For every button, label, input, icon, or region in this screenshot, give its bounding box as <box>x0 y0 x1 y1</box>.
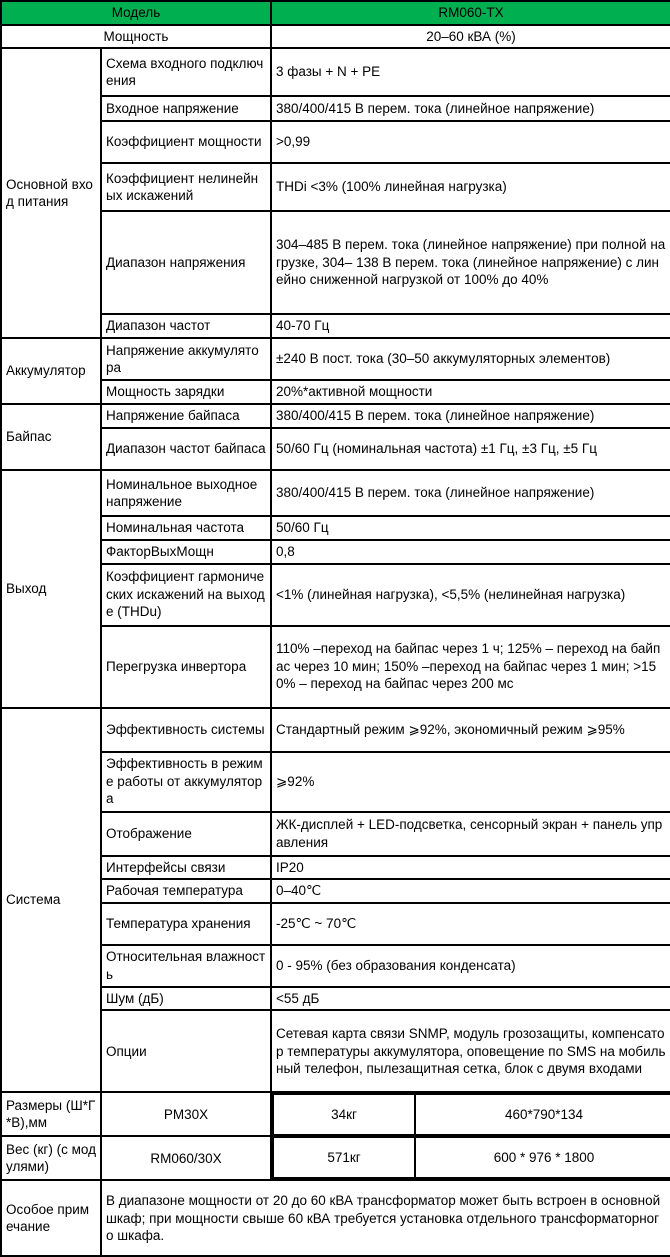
parameter-value: 0 - 95% (без образования конденсата) <box>271 945 670 987</box>
category-bypass: Байпас <box>1 404 101 470</box>
table-row <box>1 903 670 945</box>
parameter-label: Эффективность системы <box>101 708 271 752</box>
table-row <box>1 338 670 380</box>
table-row <box>1 879 670 903</box>
parameter-value: Сетевая карта связи SNMP, модуль грозозащиты, компенсатор температуры аккумулятора, оповещение по SMS на мобильный телефон, пылезащитная сетка, блок с двумя входами <box>271 1010 670 1092</box>
table-row <box>1 564 670 626</box>
parameter-label: Схема входного подключения <box>101 48 271 96</box>
category-system: Система <box>1 708 101 1093</box>
table-row <box>1 96 670 121</box>
table-row <box>1 708 670 752</box>
parameter-value: THDi <3% (100% линейная нагрузка) <box>271 163 670 211</box>
parameter-value: 40-70 Гц <box>271 314 670 338</box>
parameter-label: Диапазон напряжения <box>101 211 271 314</box>
table-row <box>1 380 670 404</box>
parameter-value: 380/400/415 В перем. тока (линейное напряжение) <box>271 404 670 428</box>
parameter-label: Перегрузка инвертора <box>101 626 271 708</box>
parameter-label: Рабочая температура <box>101 879 271 903</box>
header-model-label: Модель <box>1 1 271 25</box>
table-row <box>1 856 670 880</box>
table-row <box>1 987 670 1011</box>
parameter-value: 304–485 В перем. тока (линейное напряжение) при полной нагрузке, 304– 138 В перем. тока (линейное напряжение) с линейно сниженной нагрузкой от 100% до 40% <box>271 211 670 314</box>
parameter-value: 0–40℃ <box>271 879 670 903</box>
dimensions-model: PM30X <box>101 1092 271 1136</box>
weight-value: 571кг <box>273 1137 415 1178</box>
parameter-label: Номинальное выходное напряжение <box>101 470 271 516</box>
table-row-note <box>1 1180 670 1256</box>
header-model-value: RM060-TX <box>271 1 670 25</box>
table-row <box>1 48 670 96</box>
parameter-value: <1% (линейная нагрузка), <5,5% (нелинейная нагрузка) <box>271 564 670 626</box>
parameter-value: -25℃ ~ 70℃ <box>271 903 670 945</box>
parameter-value: 110% –переход на байпас через 1 ч; 125% – переход на байпас через 10 мин; 150% –переход на байпас через 1 мин; >150% – переход на байпас через 200 мс <box>271 626 670 708</box>
table-row <box>1 945 670 987</box>
table-row <box>1 812 670 856</box>
parameter-value: 0,8 <box>271 540 670 564</box>
parameter-label: Коэффициент гармонических искажений на выходе (THDu) <box>101 564 271 626</box>
note-text: В диапазоне мощности от 20 до 60 кВА трансформатор может быть встроен в основной шкаф; при мощности свыше 60 кВА требуется установка отдельного трансформаторного шкафа. <box>101 1180 670 1256</box>
table-row <box>1 626 670 708</box>
parameter-value: 50/60 Гц (номинальная частота) ±1 Гц, ±3 Гц, ±5 Гц <box>271 428 670 470</box>
parameter-value: 380/400/415 В перем. тока (линейное напряжение) <box>271 470 670 516</box>
table-row-weight <box>1 1136 670 1180</box>
parameter-label: Температура хранения <box>101 903 271 945</box>
table-row-model <box>1 1 670 25</box>
parameter-label: Мощность зарядки <box>101 380 271 404</box>
parameter-label: Входное напряжение <box>101 96 271 121</box>
parameter-label: Напряжение аккумулятора <box>101 338 271 380</box>
parameter-value: 3 фазы + N + PE <box>271 48 670 96</box>
table-row <box>1 428 670 470</box>
dimensions-label: Размеры (Ш*Г*В),мм <box>1 1092 101 1136</box>
parameter-label: Диапазон частот <box>101 314 271 338</box>
parameter-value: ±240 В пост. тока (30–50 аккумуляторных элементов) <box>271 338 670 380</box>
parameter-value: IP20 <box>271 856 670 880</box>
header-power-label: Мощность <box>1 25 271 49</box>
parameter-value: 20%*активной мощности <box>271 380 670 404</box>
table-row <box>1 314 670 338</box>
category-main-input: Основной вход питания <box>1 48 101 338</box>
parameter-value: 380/400/415 В перем. тока (линейное напряжение) <box>271 96 670 121</box>
parameter-label: Эффективность в режиме работы от аккумулятора <box>101 752 271 812</box>
table-row <box>1 1010 670 1092</box>
table-row <box>1 121 670 163</box>
weight-size: 600 * 976 * 1800 <box>415 1137 670 1178</box>
parameter-label: Шум (дБ) <box>101 987 271 1011</box>
category-battery: Аккумулятор <box>1 338 101 404</box>
table-row <box>1 752 670 812</box>
dimensions-weight: 34кг <box>273 1094 415 1135</box>
table-row <box>1 516 670 540</box>
parameter-value: >0,99 <box>271 121 670 163</box>
parameter-value: ⩾92% <box>271 752 670 812</box>
table-row-dimensions <box>1 1092 670 1136</box>
parameter-value: Стандартный режим ⩾92%, экономичный режим ⩾95% <box>271 708 670 752</box>
parameter-label: Опции <box>101 1010 271 1092</box>
parameter-label: Напряжение байпаса <box>101 404 271 428</box>
table-row <box>1 211 670 314</box>
table-row <box>1 163 670 211</box>
table-row <box>1 404 670 428</box>
table-row-power <box>1 25 670 49</box>
dimensions-size: 460*790*134 <box>415 1094 670 1135</box>
parameter-label: Интерфейсы связи <box>101 856 271 880</box>
parameter-value: 50/60 Гц <box>271 516 670 540</box>
parameter-value: ЖК-дисплей + LED-подсветка, сенсорный экран + панель управления <box>271 812 670 856</box>
parameter-label: Коэффициент мощности <box>101 121 271 163</box>
parameter-label: Относительная влажность <box>101 945 271 987</box>
weight-model: RM060/30X <box>101 1136 271 1180</box>
parameter-value: <55 дБ <box>271 987 670 1011</box>
parameter-label: Отображение <box>101 812 271 856</box>
parameter-label: Коэффициент нелинейных искажений <box>101 163 271 211</box>
parameter-label: ФакторВыхМощн <box>101 540 271 564</box>
table-row <box>1 470 670 516</box>
parameter-label: Номинальная частота <box>101 516 271 540</box>
table-row <box>1 540 670 564</box>
parameter-label: Диапазон частот байпаса <box>101 428 271 470</box>
weight-label: Вес (кг) (с модулями) <box>1 1136 101 1180</box>
category-output: Выход <box>1 470 101 708</box>
note-label: Особое примечание <box>1 1180 101 1256</box>
header-power-value: 20–60 кВА (%) <box>271 25 670 49</box>
